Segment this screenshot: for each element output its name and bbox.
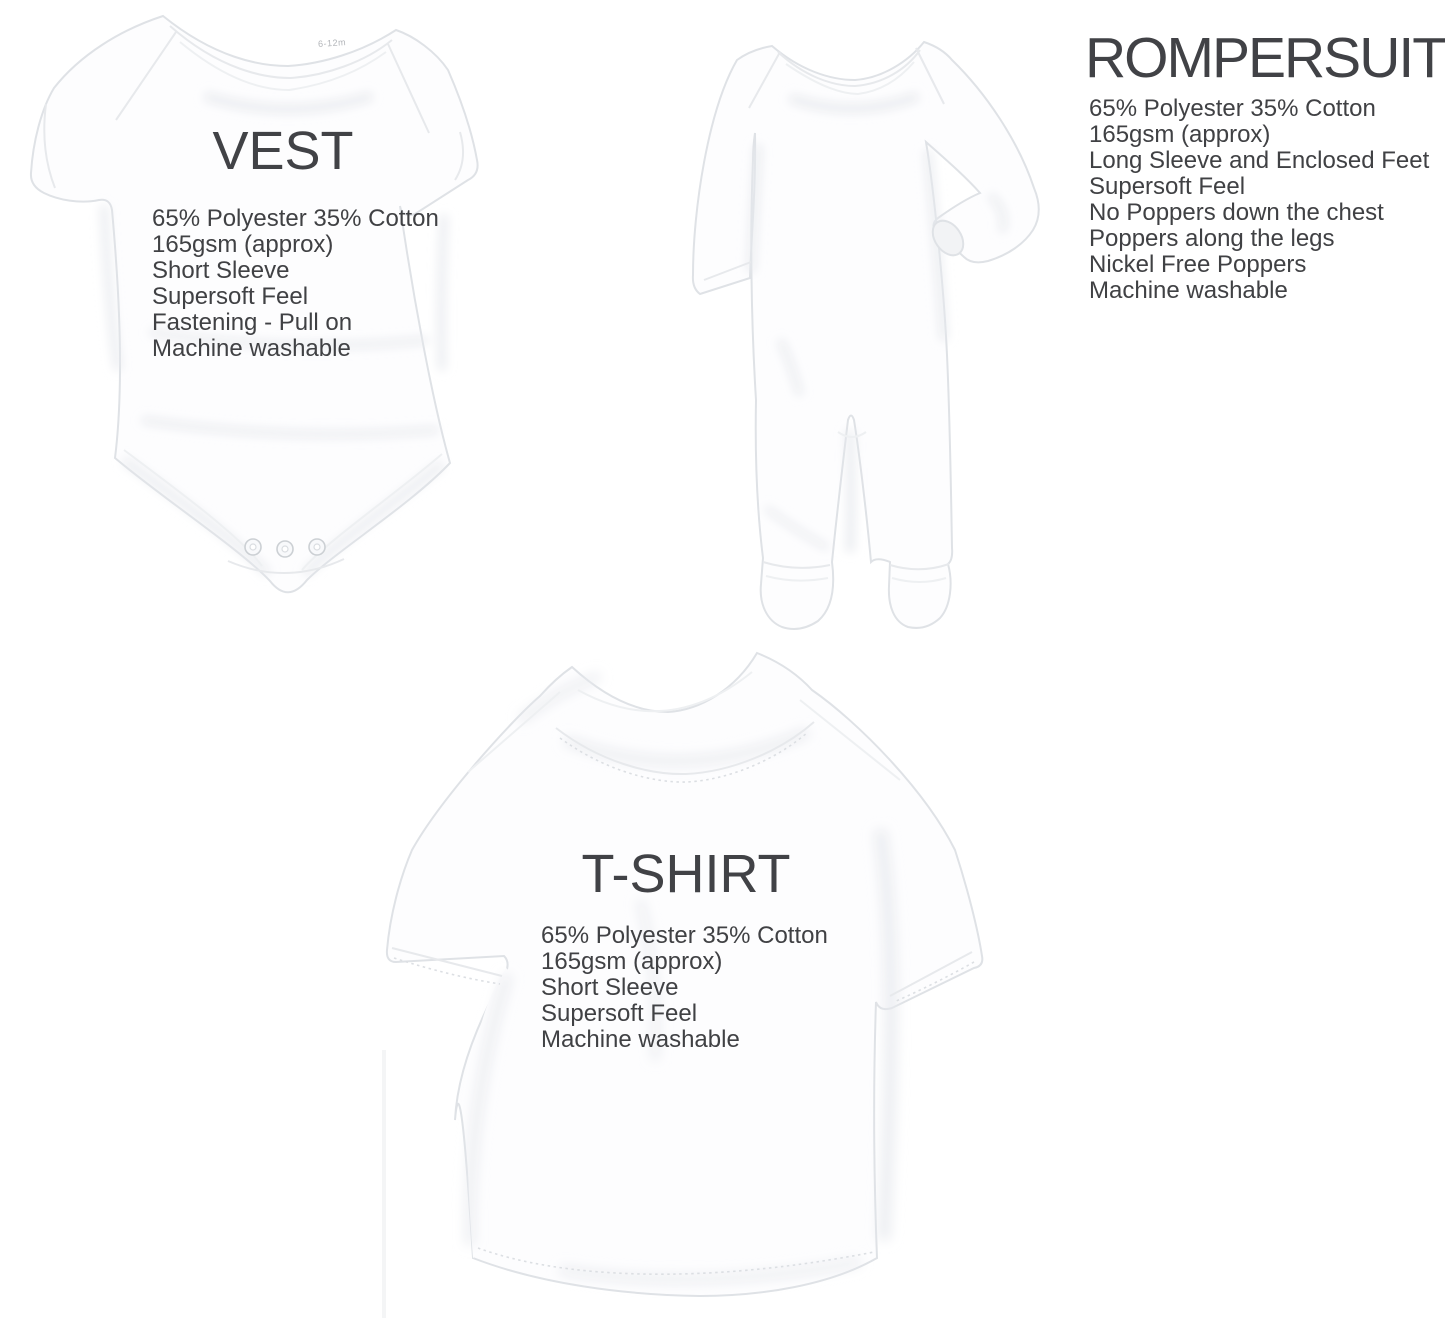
spec-line: 65% Polyester 35% Cotton: [1089, 95, 1376, 122]
tshirt-title: T-SHIRT: [581, 844, 791, 904]
spec-line: Short Sleeve: [152, 257, 290, 284]
vest-size-label: 6-12m: [317, 37, 347, 49]
spec-line: 65% Polyester 35% Cotton: [541, 922, 828, 949]
spec-line: Poppers along the legs: [1089, 225, 1335, 252]
spec-line: Short Sleeve: [541, 974, 679, 1001]
spec-line: Nickel Free Poppers: [1089, 251, 1307, 278]
rompersuit-image: [680, 20, 1055, 645]
spec-line: 165gsm (approx): [1089, 121, 1271, 148]
spec-line: 165gsm (approx): [541, 948, 723, 975]
spec-line: Supersoft Feel: [152, 283, 309, 310]
spec-line: 165gsm (approx): [152, 231, 334, 258]
spec-line: No Poppers down the chest: [1089, 199, 1384, 226]
spec-line: Fastening - Pull on: [152, 309, 353, 336]
vest-specs: [152, 206, 439, 362]
rompersuit-title: ROMPERSUIT: [1085, 26, 1445, 90]
rompersuit-silhouette: [693, 42, 1039, 629]
spec-line: Long Sleeve and Enclosed Feet: [1089, 147, 1430, 174]
vest-popper-icons: [245, 539, 325, 557]
spec-line: Machine washable: [152, 335, 351, 362]
spec-line: Machine washable: [541, 1026, 740, 1053]
tshirt-specs: [541, 923, 828, 1053]
rompersuit-specs: [1089, 96, 1429, 304]
spec-line: Supersoft Feel: [541, 1000, 698, 1027]
spec-line: Supersoft Feel: [1089, 173, 1246, 200]
vest-title: VEST: [212, 121, 354, 181]
spec-line: 65% Polyester 35% Cotton: [152, 205, 439, 232]
spec-line: Machine washable: [1089, 277, 1288, 304]
